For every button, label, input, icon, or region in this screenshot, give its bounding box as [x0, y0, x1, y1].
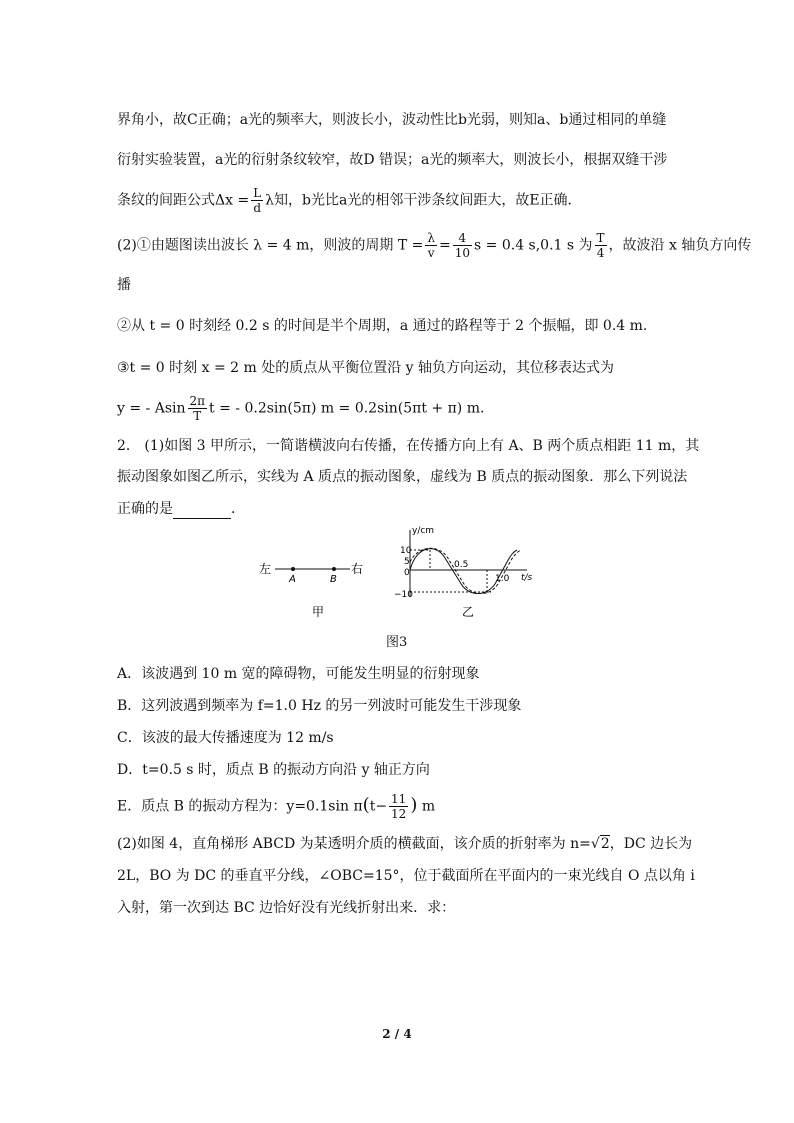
- option-b: B．这列波遇到频率为 f=1.0 Hz 的另一列波时可能发生干涉现象: [117, 698, 522, 714]
- solution-line-2: 衍射实验装置，a光的衍射条纹较窄，故D 错误；a光的频率大，则波长小，根据双缝干涉: [117, 152, 668, 168]
- answer-blank: [173, 504, 231, 519]
- text: t−: [369, 798, 388, 815]
- label-a: A: [289, 574, 296, 585]
- label-jia: 甲: [312, 605, 325, 619]
- part-2-line-1: [117, 834, 692, 854]
- label-yi: 乙: [462, 605, 475, 619]
- solution-line-8: [117, 394, 484, 423]
- fraction-denominator: v: [427, 246, 435, 260]
- paren-close: ): [410, 794, 418, 816]
- text: (2)①由题图读出波长 λ = 4 m，则波的周期 T =: [117, 237, 424, 254]
- fraction-denominator: 10: [454, 246, 471, 260]
- sqrt-sign: √: [590, 836, 600, 852]
- point-b: [332, 567, 336, 571]
- text: t = - 0.2sin(5π) m = 0.2sin(5πt + π) m.: [209, 400, 485, 417]
- part-2-line-2: 2L，BO 为 DC 的垂直平分线，∠OBC=15°，位于截面所在平面内的一束光线自 O 点以角 i: [117, 868, 695, 884]
- solution-line-4: [117, 231, 751, 260]
- label-left: 左: [259, 562, 272, 576]
- text: (2)如图 4，直角梯形 ABCD 为某透明介质的横截面，该介质的折射率为 n=: [117, 836, 591, 852]
- solution-line-1: 界角小，故C正确；a光的频率大，则波长小，波动性比b光弱，则知a、b通过相同的单缝: [117, 112, 667, 128]
- fraction-t-over-4: [595, 231, 607, 260]
- tick-0-5: 0.5: [454, 560, 469, 570]
- point-a: [291, 567, 295, 571]
- text: 正确的是: [117, 501, 173, 517]
- text: s = 0.4 s,0.1 s 为: [474, 237, 593, 254]
- fraction-numerator: λ: [427, 231, 435, 245]
- text: 条纹的间距公式Δx =: [117, 192, 250, 209]
- page-number: 2 / 4: [382, 1027, 412, 1041]
- wave-b-dashed: [410, 548, 521, 593]
- y-axis-label: y/cm: [412, 526, 435, 536]
- tick-0: 0: [404, 568, 410, 578]
- question-2-line-3: [117, 499, 245, 519]
- fraction-2pi-over-t: [188, 394, 208, 423]
- fraction-11-over-12: [389, 792, 408, 821]
- tick-5: 5: [404, 557, 410, 567]
- solution-line-6: ②从 t = 0 时刻经 0.2 s 的时间是半个周期，a 通过的路程等于 2 个振幅，即 0.4 m.: [117, 318, 648, 334]
- option-d: D．t=0.5 s 时，质点 B 的振动方向沿 y 轴正方向: [117, 762, 430, 778]
- question-2-line-1: 2． (1)如图 3 甲所示，一简谐横波向右传播，在传播方向上有 A、B 两个质点相距 11 m，其: [117, 438, 700, 454]
- wave-a-solid: [410, 549, 517, 594]
- text: ，故波沿 x 轴负方向传: [608, 237, 752, 254]
- solution-line-3: [117, 186, 582, 215]
- x-axis-label: t/s: [521, 573, 533, 583]
- fraction-denominator: 12: [391, 807, 407, 821]
- fraction-numerator: 11: [391, 792, 407, 806]
- fraction-denominator: d: [253, 201, 262, 215]
- fraction-numerator: L: [253, 186, 262, 200]
- text: ．: [231, 501, 245, 517]
- fraction-numerator: T: [596, 231, 605, 245]
- text: λ知，b光比a光的相邻干涉条纹间距大，故E正确．: [265, 192, 582, 209]
- tick-10: 10: [400, 546, 412, 556]
- figure-3: [255, 522, 545, 628]
- sqrt-radicand: 2: [600, 836, 610, 852]
- part-2-line-3: 入射，第一次到达 BC 边恰好没有光线折射出来．求：: [117, 900, 456, 916]
- fraction-4-over-10: [453, 231, 472, 260]
- option-c: C．该波的最大传播速度为 12 m/s: [117, 730, 334, 746]
- solution-line-5: 播: [117, 277, 131, 293]
- equals: =: [439, 237, 451, 254]
- text: E．质点 B 的振动方程为：y=0.1sin π: [117, 798, 363, 815]
- paren-open: (: [362, 794, 370, 816]
- fraction-lambda-over-v: [425, 231, 437, 260]
- question-2-line-2: 振动图象如图乙所示，实线为 A 质点的振动图象，虚线为 B 质点的振动图象．那么下列说法: [117, 469, 688, 485]
- label-right: 右: [351, 562, 364, 576]
- fraction-numerator: 2π: [189, 394, 206, 408]
- text: m: [421, 798, 436, 815]
- text: y = - Asin: [117, 400, 186, 417]
- label-b: B: [330, 574, 337, 585]
- figure-caption: 图3: [386, 635, 408, 650]
- fraction-l-over-d: [251, 186, 263, 215]
- tick-1-0: 1.0: [495, 574, 510, 584]
- fraction-numerator: 4: [453, 231, 472, 246]
- option-e: [117, 792, 435, 821]
- fraction-denominator: 4: [596, 246, 605, 260]
- tick-neg10: −10: [394, 590, 413, 600]
- option-a: A．该波遇到 10 m 宽的障碍物，可能发生明显的衍射现象: [117, 666, 480, 682]
- solution-line-7: ③t = 0 时刻 x = 2 m 处的质点从平衡位置沿 y 轴负方向运动，其位移表达式为: [117, 360, 615, 376]
- text: ，DC 边长为: [609, 836, 693, 852]
- fraction-denominator: T: [193, 409, 202, 423]
